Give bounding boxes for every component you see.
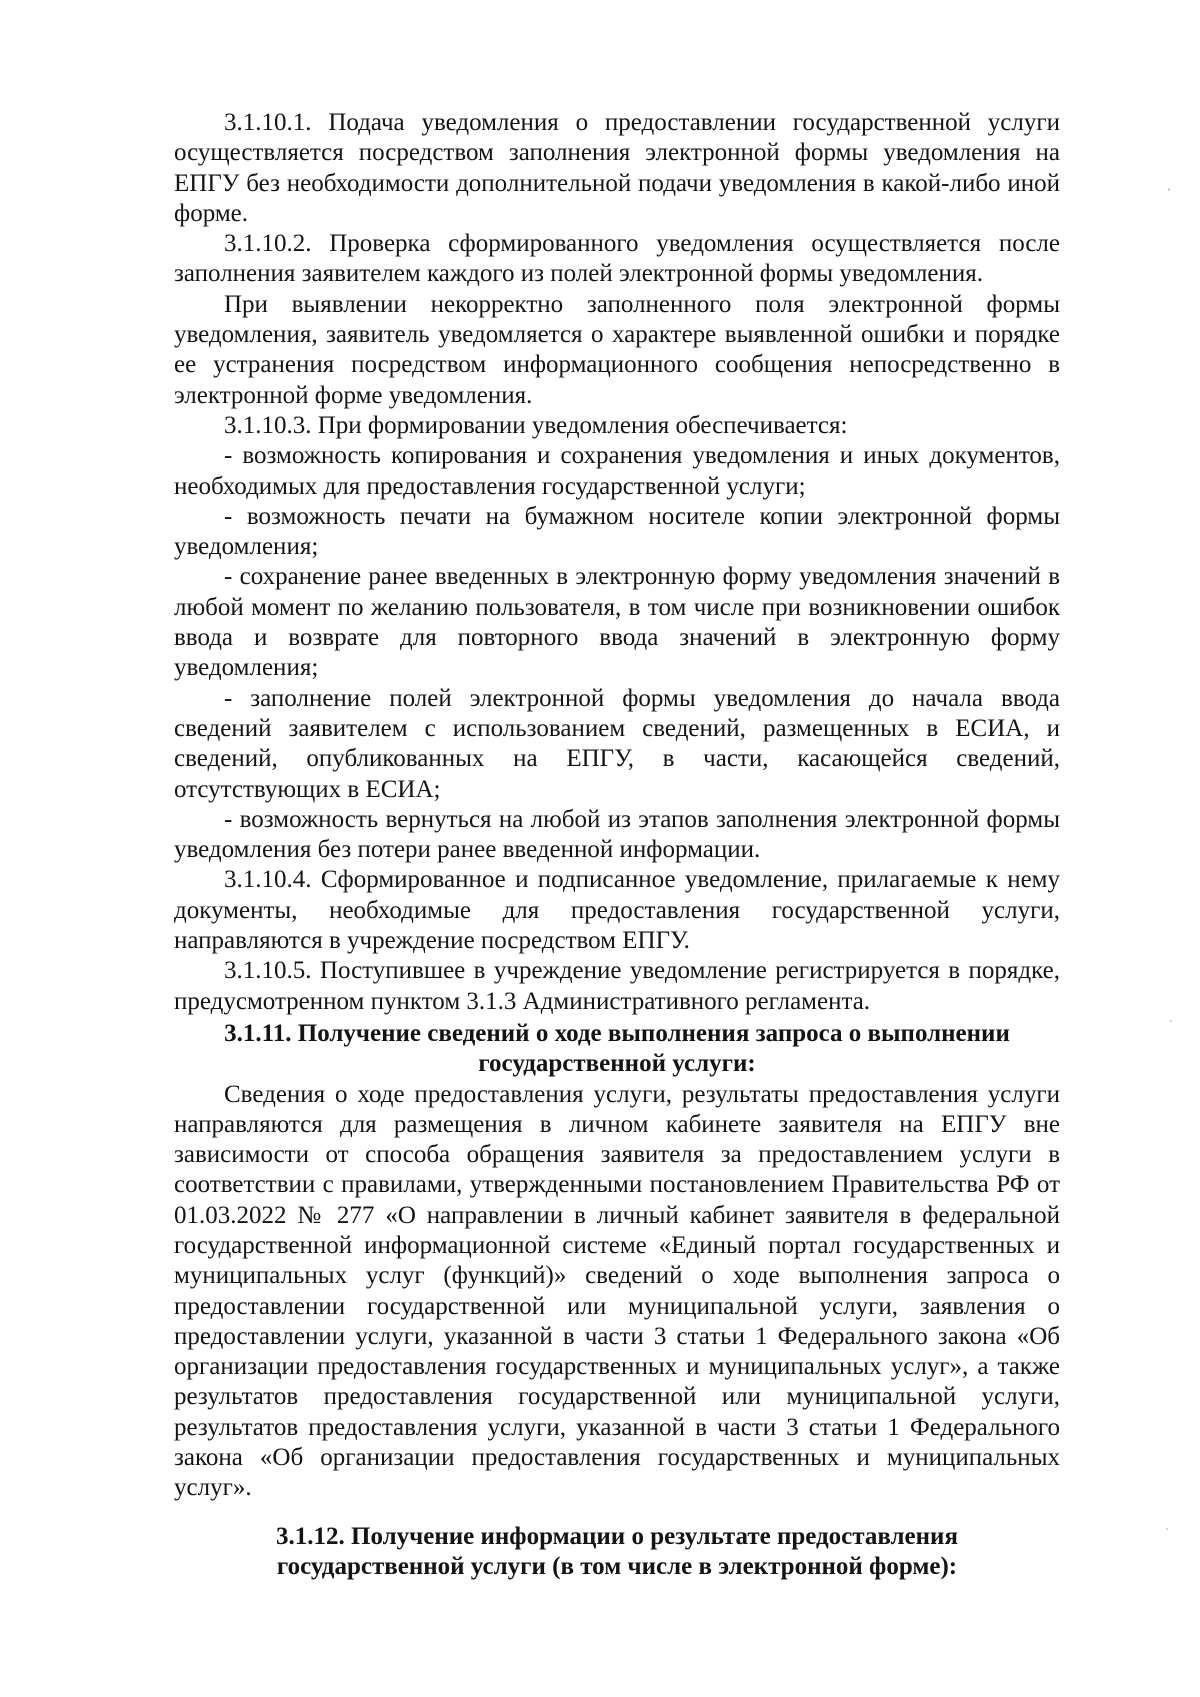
scan-speck xyxy=(1168,188,1170,191)
paragraph-3-1-10-2: 3.1.10.2. Проверка сформированного уведомления осуществляется после заполнения заявителем каждого из полей электронной формы уведомления. xyxy=(174,230,1060,288)
heading-line-2: государственной услуги: xyxy=(478,1050,756,1078)
document-page xyxy=(174,108,1060,1582)
paragraph-3-1-10-3: 3.1.10.3. При формировании уведомления обеспечивается: xyxy=(224,411,848,439)
paragraph-3-1-10-4: 3.1.10.4. Сформированное и подписанное уведомление, прилагаемые к нему документы, необходимые для предоставления государственной услуги, направляются в учреждение посредством ЕПГУ. xyxy=(174,866,1060,955)
list-item-save-values: - сохранение ранее введенных в электронную форму уведомления значений в любой момент по желанию пользователя, в том числе при возникновении ошибок ввода и возврате для повторного ввода значений в электронную форму уведомления; xyxy=(174,563,1060,682)
list-item-prefill: - заполнение полей электронной формы уведомления до начала ввода сведений заявителем с использованием сведений, размещенных в ЕСИА, и сведений, опубликованных на ЕПГУ, в части, касающейся сведений, отсутствующих в ЕСИА; xyxy=(174,684,1060,803)
list-item-return-step: - возможность вернуться на любой из этапов заполнения электронной формы уведомления без потери ранее введенной информации. xyxy=(174,805,1060,864)
scan-speck xyxy=(1166,1528,1168,1530)
scan-speck xyxy=(1170,1020,1172,1022)
heading-line-1: 3.1.11. Получение сведений о ходе выполнения запроса о выполнении xyxy=(224,1019,1010,1047)
list-item-copy-save: - возможность копирования и сохранения уведомления и иных документов, необходимых для предоставления государственной услуги; xyxy=(174,442,1060,500)
section-heading-3-1-12 xyxy=(174,1522,1060,1583)
heading-line-2: государственной услуги (в том числе в электронной форме): xyxy=(276,1552,958,1580)
list-item-print: - возможность печати на бумажном носителе копии электронной формы уведомления; xyxy=(174,502,1060,561)
section-heading-3-1-11 xyxy=(174,1019,1060,1080)
paragraph-3-1-10-5: 3.1.10.5. Поступившее в учреждение уведомление регистрируется в порядке, предусмотренном пунктом 3.1.3 Административного регламента. xyxy=(174,957,1060,1015)
heading-line-1: 3.1.12. Получение информации о результате предоставления xyxy=(276,1522,958,1550)
paragraph-status-info: Сведения о ходе предоставления услуги, результаты предоставления услуги направляются для размещения в личном кабинете заявителя на ЕПГУ вне зависимости от способа обращения заявителя за предоставлением услуги в соответствии с правилами, утвержденными постановлением Правительства РФ от 01.03.2022 № 277 «О направлении в личный кабинет заявителя в федеральной государственной информационной системе «Единый портал государственных и муниципальных услуг (функций)» сведений о ходе выполнения запроса о предоставлении государственной или муниципальной услуги, заявления о предоставлении услуги, указанной в части 3 статьи 1 Федерального закона «Об организации предоставления государственных и муниципальных услуг», а также результатов предоставления государственной или муниципальной услуги, результатов предоставления услуги, указанной в части 3 статьи 1 Федерального закона «Об организации предоставления государственных и муниципальных услуг». xyxy=(174,1080,1060,1502)
paragraph-3-1-10-1: 3.1.10.1. Подача уведомления о предоставлении государственной услуги осуществляется посредством заполнения электронной формы уведомления на ЕПГУ без необходимости дополнительной подачи уведомления в какой-либо иной форме. xyxy=(174,109,1060,227)
paragraph-error-handling: При выявлении некорректно заполненного поля электронной формы уведомления, заявитель уведомляется о характере выявленной ошибки и порядке ее устранения посредством информационного сообщения непосредственно в электронной форме уведомления. xyxy=(174,290,1060,409)
